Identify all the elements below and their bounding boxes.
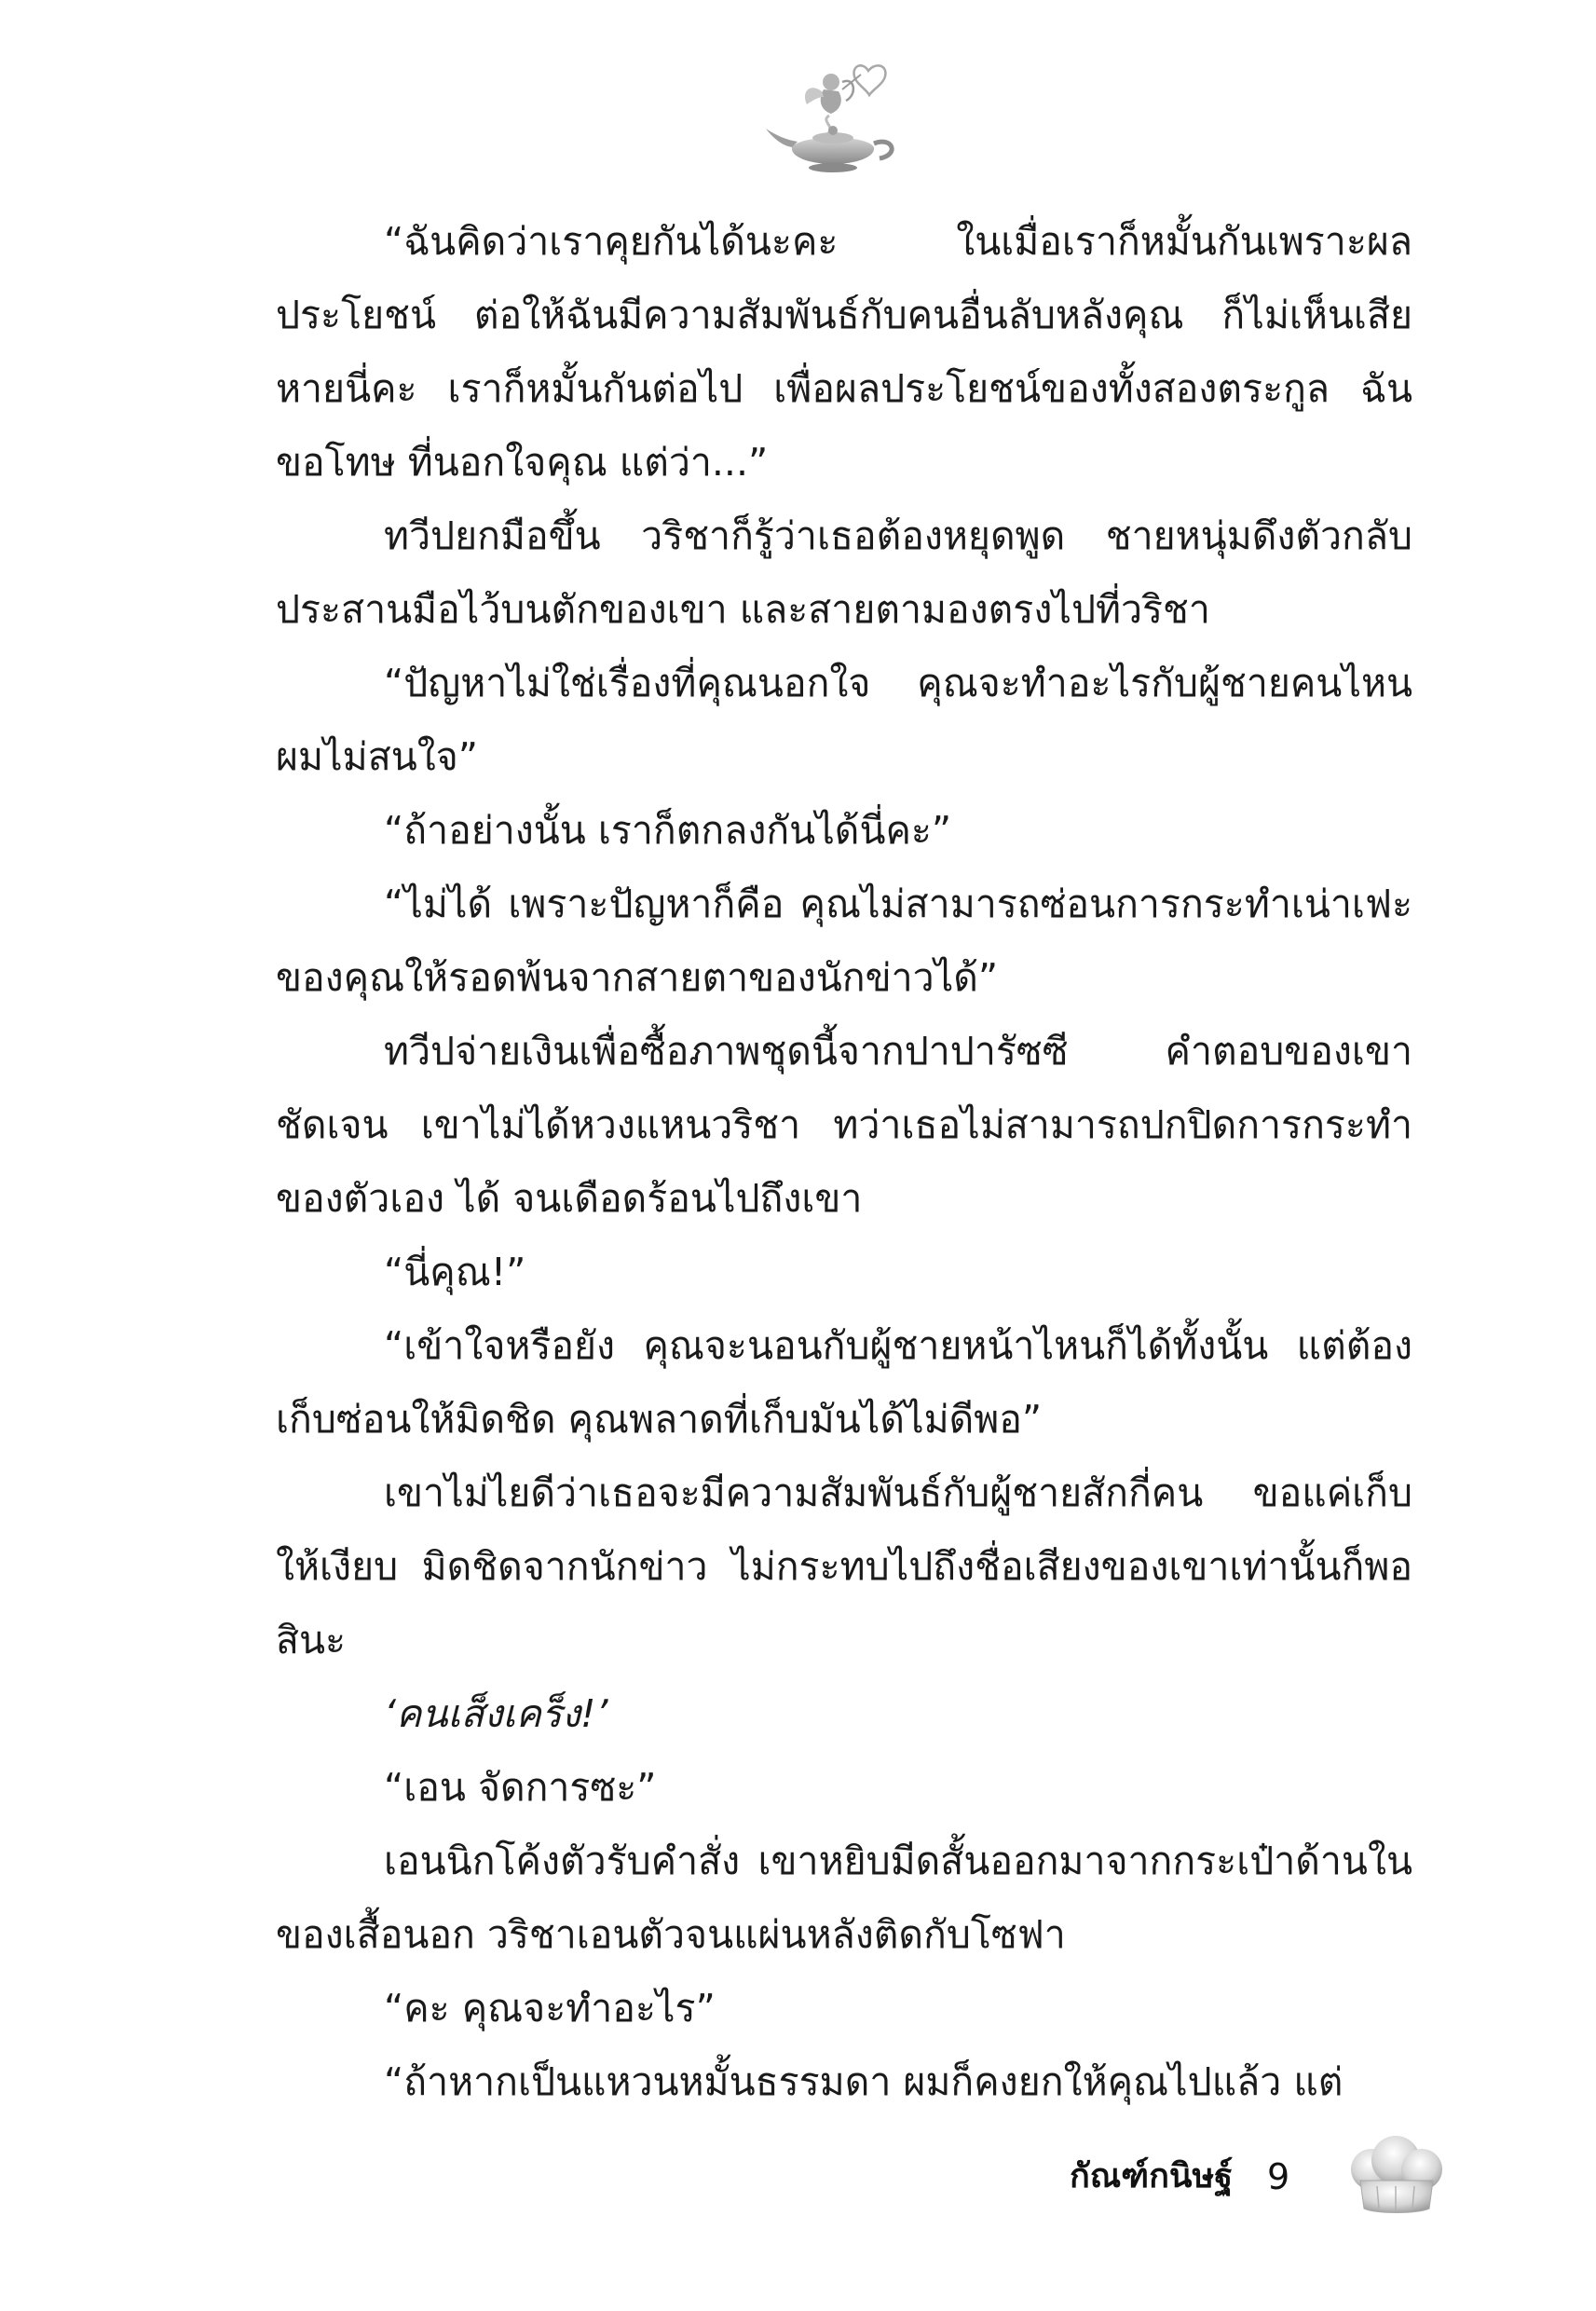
paragraph-inner-thought: ‘คนเส็งเคร็ง!’ [384, 1691, 608, 1736]
paragraph: ทวีปยกมือขึ้น วริชาก็รู้ว่าเธอต้องหยุดพูด ชายหนุ่มดึงตัวกลับ ประสานมือไว้บนตักของเขา และสายตามองตรงไปที่วริชา [276, 513, 1412, 632]
paragraph: “เอน จัดการซะ” [384, 1765, 657, 1810]
chef-hat-icon [1344, 2134, 1448, 2220]
page-footer [988, 2134, 1453, 2227]
paragraph: “นี่คุณ!” [384, 1250, 526, 1294]
paragraph: ทวีปจ่ายเงินเพื่อซื้อภาพชุดนี้จากปาปารัซซี คำตอบของเขาชัดเจน เขาไม่ได้หวงแหนวริชา ทว่าเธอไม่สามารถปกปิดการกระทำของตัวเอง ได้ จนเดือดร้อนไปถึงเขา [276, 1029, 1412, 1221]
paragraph: “คะ คุณจะทำอะไร” [384, 1986, 716, 2031]
paragraph: “ถ้าหากเป็นแหวนหมั้นธรรมดา ผมก็คงยกให้คุณไปแล้ว แต่ [384, 2059, 1344, 2104]
paragraph: เอนนิกโค้งตัวรับคำสั่ง เขาหยิบมีดสั้นออกมาจากกระเป๋าด้านใน ของเสื้อนอก วริชาเอนตัวจนแผ่นหลังติดกับโซฟา [276, 1839, 1412, 1957]
paragraph: “ปัญหาไม่ใช่เรื่องที่คุณนอกใจ คุณจะทำอะไรกับผู้ชายคนไหน ผมไม่สนใจ” [276, 661, 1412, 779]
paragraph: “ฉันคิดว่าเราคุยกันได้นะคะ ในเมื่อเราก็หมั้นกันเพราะผลประโยชน์ ต่อให้ฉันมีความสัมพันธ์กับคนอื่นลับหลังคุณ ก็ไม่เห็นเสียหายนี่คะ เราก็หมั้นกันต่อไป เพื่อผลประโยชน์ของทั้งสองตระกูล ฉันขอโทษ ที่นอกใจคุณ แต่ว่า...” [276, 219, 1412, 485]
paragraph: “เข้าใจหรือยัง คุณจะนอนกับผู้ชายหน้าไหนก็ได้ทั้งนั้น แต่ต้อง เก็บซ่อนให้มิดชิด คุณพลาดที่เก็บมันได้ไม่ดีพอ” [276, 1323, 1412, 1442]
genie-lamp-with-cupid-icon [764, 54, 904, 175]
paragraph: เขาไม่ไยดีว่าเธอจะมีความสัมพันธ์กับผู้ชายสักกี่คน ขอแค่เก็บ ให้เงียบ มิดชิดจากนักข่าว ไม่กระทบไปถึงชื่อเสียงของเขาเท่านั้นก็พอ สินะ [276, 1470, 1412, 1662]
paragraph: “ถ้าอย่างนั้น เราก็ตกลงกันได้นี่คะ” [384, 808, 952, 853]
paragraph: “ไม่ได้ เพราะปัญหาก็คือ คุณไม่สามารถซ่อนการกระทำเน่าเฟะ ของคุณให้รอดพ้นจากสายตาของนักข่าวได้” [276, 882, 1412, 1000]
chapter-body-text [276, 205, 1412, 2119]
book-title: กัณฑ์กนิษฐ์ [1070, 2157, 1234, 2195]
page-number: 9 [1267, 2156, 1290, 2197]
